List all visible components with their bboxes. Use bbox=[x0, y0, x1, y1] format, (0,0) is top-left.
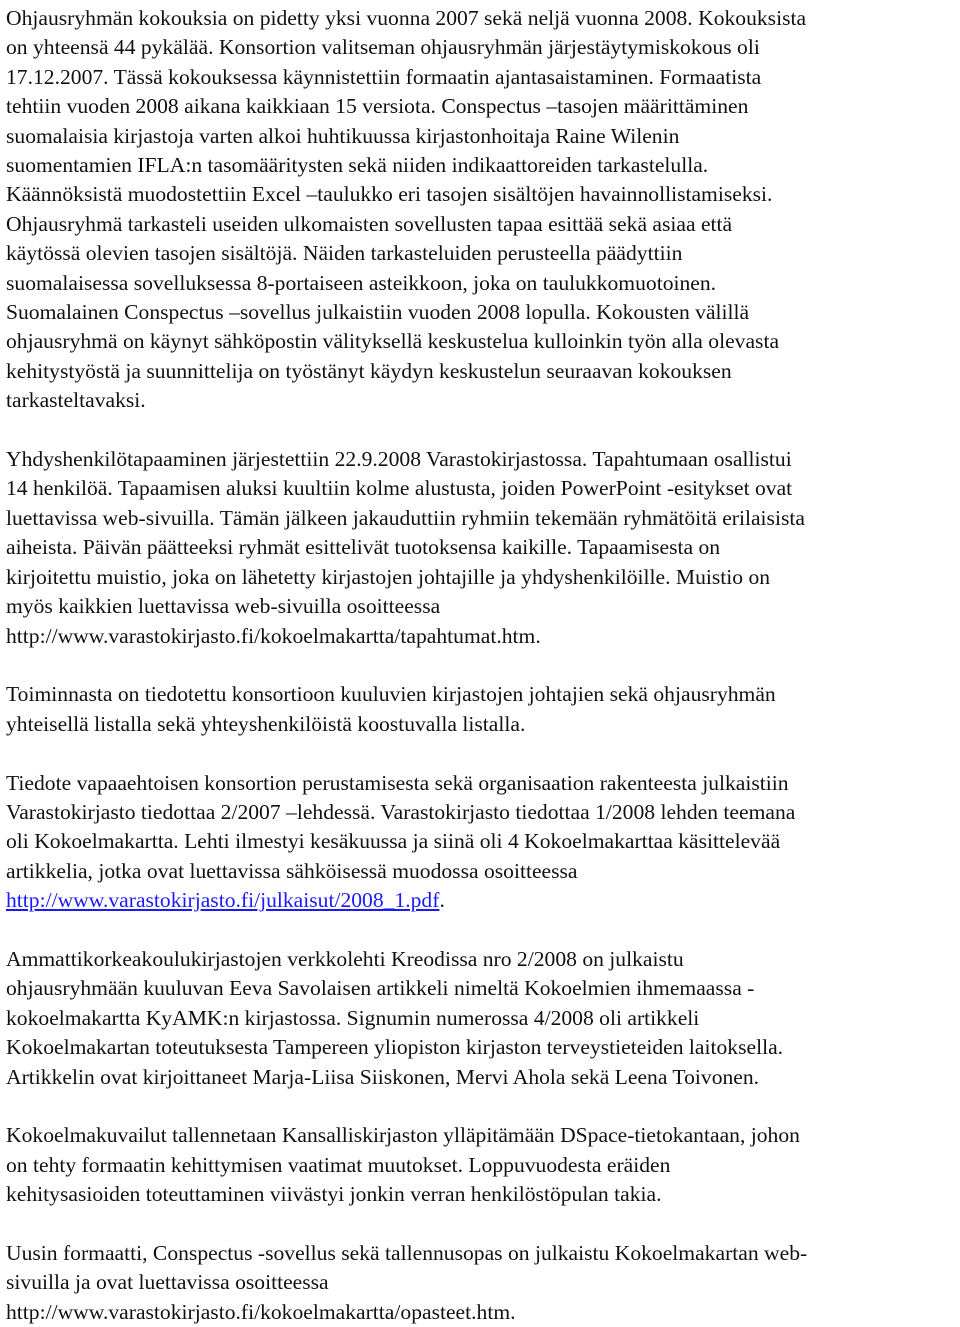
text-line: Ohjausryhmä tarkasteli useiden ulkomaisten sovellusten tapaa esittää sekä asiaa että bbox=[6, 211, 733, 236]
text-line: Kokoelmakuvailut tallennetaan Kansalliskirjaston ylläpitämään DSpace-tietokantaan, johon bbox=[6, 1123, 800, 1148]
paragraph-new-format bbox=[6, 1239, 960, 1327]
text-line: sivuilla ja ovat luettavissa osoitteessa bbox=[6, 1270, 329, 1295]
text-line: yhteisellä listalla sekä yhteyshenkilöistä koostuvalla listalla. bbox=[6, 711, 526, 736]
text-line: luettavissa web-sivuilla. Tämän jälkeen jakauduttiin ryhmiin tekemään ryhmätöitä erilaisista bbox=[6, 505, 805, 530]
link-suffix: . bbox=[439, 888, 445, 913]
text-line: Kokoelmakartan toteutuksesta Tampereen yliopiston kirjaston terveystieteiden laitoksella. bbox=[6, 1035, 784, 1060]
text-line: suomentamien IFLA:n tasomääritysten sekä niiden indikaattoreiden tarkastelulla. bbox=[6, 153, 709, 178]
paragraph-press-release bbox=[6, 769, 960, 916]
text-line: http://www.varastokirjasto.fi/kokoelmakartta/tapahtumat.htm. bbox=[6, 623, 541, 648]
text-line: Artikkelin ovat kirjoittaneet Marja-Liisa Siiskonen, Mervi Ahola sekä Leena Toivonen. bbox=[6, 1064, 760, 1089]
link-line bbox=[6, 886, 960, 915]
text-line: Ohjausryhmän kokouksia on pidetty yksi vuonna 2007 sekä neljä vuonna 2008. Kokouksista bbox=[6, 6, 807, 30]
text-line: 17.12.2007. Tässä kokouksessa käynnistettiin formaatin ajantasaistaminen. Formaatista bbox=[6, 64, 762, 89]
text-line: suomalaisia kirjastoja varten alkoi huhtikuussa kirjastonhoitaja Raine Wilenin bbox=[6, 123, 680, 148]
text-line: Yhdyshenkilötapaaminen järjestettiin 22.9.2008 Varastokirjastossa. Tapahtumaan osallistui bbox=[6, 447, 792, 472]
pdf-link[interactable]: http://www.varastokirjasto.fi/julkaisut/2008_1.pdf bbox=[6, 888, 440, 913]
text-line: käytössä olevien tasojen sisältöjä. Näiden tarkasteluiden perusteella päädyttiin bbox=[6, 241, 683, 266]
text-line: 14 henkilöä. Tapaamisen aluksi kuultiin kolme alustusta, joiden PowerPoint -esitykset ovat bbox=[6, 476, 793, 501]
text-line: kehitystyöstä ja suunnittelija on työstänyt käydyn keskustelun seuraavan kokouksen bbox=[6, 358, 732, 383]
text-line: http://www.varastokirjasto.fi/kokoelmakartta/opasteet.htm. bbox=[6, 1299, 516, 1324]
text-line: Suomalainen Conspectus –sovellus julkaistiin vuoden 2008 lopulla. Kokousten välillä bbox=[6, 300, 750, 325]
text-line: Ammattikorkeakoulukirjastojen verkkolehti Kreodissa nro 2/2008 on julkaistu bbox=[6, 946, 684, 971]
text-line: kokoelmakartta KyAMK:n kirjastossa. Signumin numerossa 4/2008 oli artikkeli bbox=[6, 1005, 700, 1030]
paragraph-steering-group-meetings bbox=[6, 4, 960, 416]
text-line: artikkelia, jotka ovat luettavissa sähköisessä muodossa osoitteessa bbox=[6, 858, 578, 883]
paragraph-articles bbox=[6, 945, 960, 1092]
text-line: ohjausryhmään kuuluvan Eeva Savolaisen artikkeli nimeltä Kokoelmien ihmemaassa - bbox=[6, 976, 755, 1001]
text-line: aiheista. Päivän päätteeksi ryhmät esittelivät tuotoksensa kaikille. Tapaamisesta on bbox=[6, 535, 721, 560]
text-line: tehtiin vuoden 2008 aikana kaikkiaan 15 versiota. Conspectus –tasojen määrittäminen bbox=[6, 94, 749, 119]
text-line: myös kaikkien luettavissa web-sivuilla osoitteessa bbox=[6, 594, 441, 619]
text-line: Käännöksistä muodostettiin Excel –taulukko eri tasojen sisältöjen havainnollistamiseksi. bbox=[6, 182, 773, 207]
text-line: on tehty formaatin kehittymisen vaatimat muutokset. Loppuvuodesta eräiden bbox=[6, 1152, 671, 1177]
text-line: on yhteensä 44 pykälää. Konsortion valitseman ohjausryhmän järjestäytymiskokous oli bbox=[6, 35, 760, 60]
text-line: ohjausryhmä on käynyt sähköpostin välityksellä keskustelua kulloinkin työn alla olevasta bbox=[6, 329, 780, 354]
text-line: oli Kokoelmakartta. Lehti ilmestyi kesäkuussa ja siinä oli 4 Kokoelmakarttaa käsittelevää bbox=[6, 829, 781, 854]
text-line: Uusin formaatti, Conspectus -sovellus sekä tallennusopas on julkaistu Kokoelmakartan web- bbox=[6, 1240, 808, 1265]
text-line: tarkasteltavaksi. bbox=[6, 388, 146, 413]
text-line: kehitysasioiden toteuttaminen viivästyi jonkin verran henkilöstöpulan takia. bbox=[6, 1182, 662, 1207]
text-line: Varastokirjasto tiedottaa 2/2007 –lehdessä. Varastokirjasto tiedottaa 1/2008 lehden teemana bbox=[6, 799, 796, 824]
paragraph-contact-person-meeting bbox=[6, 445, 960, 651]
text-line: Tiedote vapaaehtoisen konsortion perustamisesta sekä organisaation rakenteesta julkaistiin bbox=[6, 770, 789, 795]
text-line: kirjoitettu muistio, joka on lähetetty kirjastojen johtajille ja yhdyshenkilöille. Muistio on bbox=[6, 564, 771, 589]
paragraph-dspace bbox=[6, 1121, 960, 1209]
text-line: suomalaisessa sovelluksessa 8-portaiseen asteikkoon, joka on taulukkomuotoinen. bbox=[6, 270, 717, 295]
paragraph-communication-lists bbox=[6, 680, 960, 739]
text-line: Toiminnasta on tiedotettu konsortioon kuuluvien kirjastojen johtajien sekä ohjausryhmän bbox=[6, 682, 776, 707]
